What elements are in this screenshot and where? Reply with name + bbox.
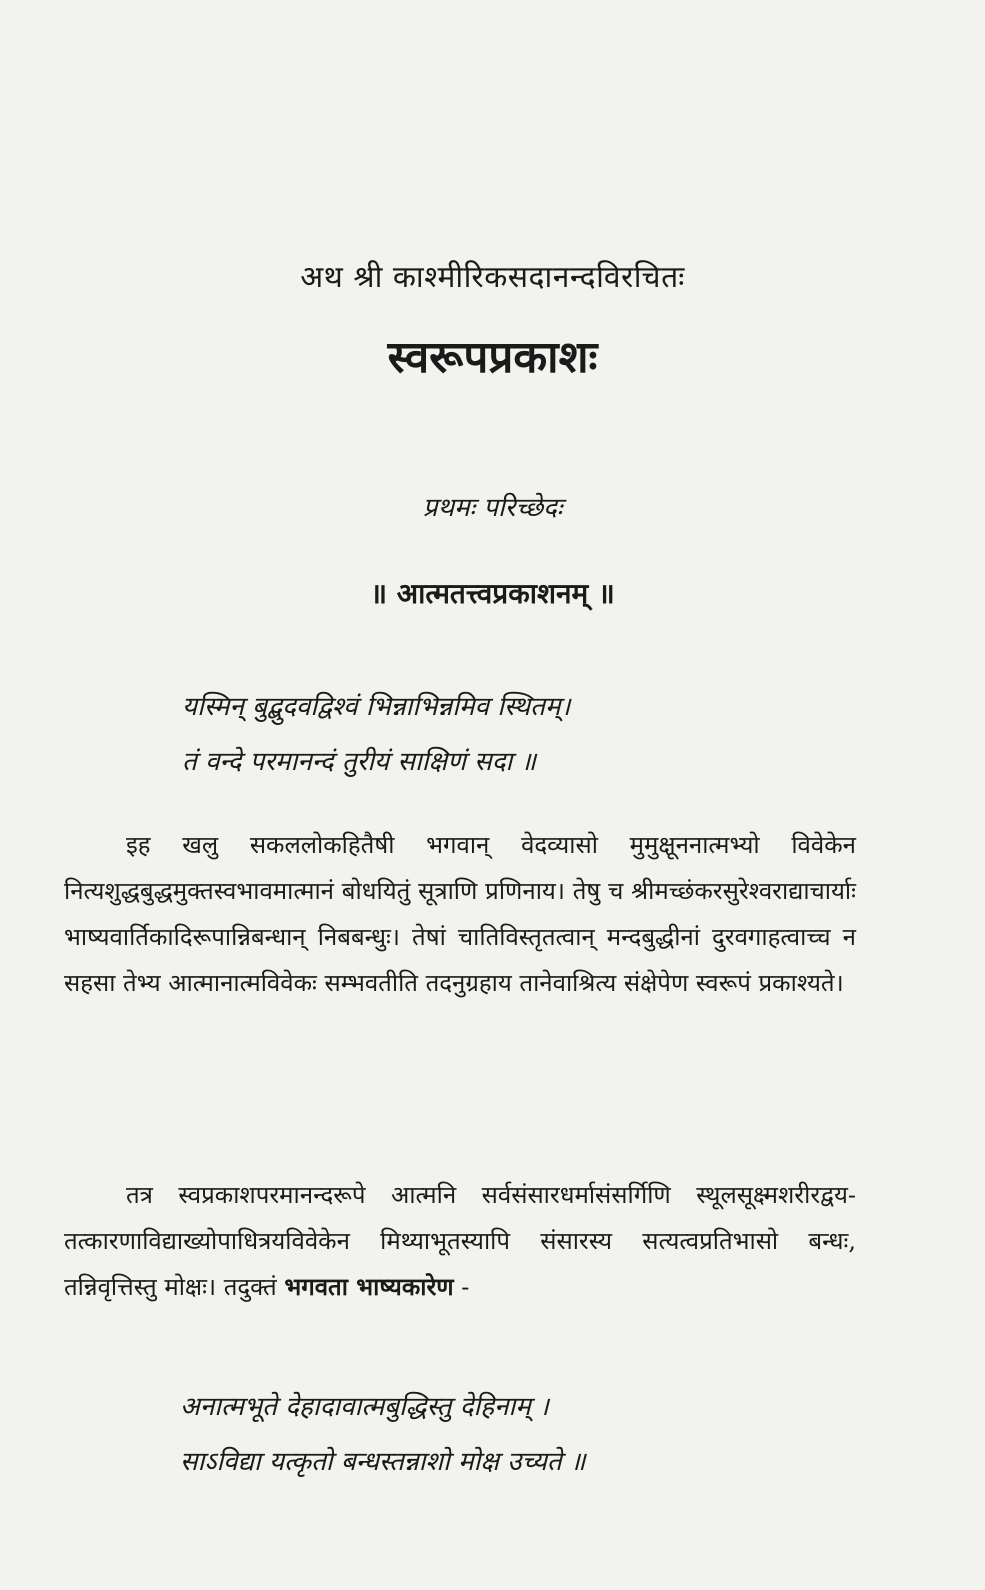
opening-verse (182, 680, 570, 790)
pre-title: अथ श्री काश्मीरिकसदानन्दविरचितः (300, 260, 685, 295)
chapter-heading: प्रथमः परिच्छेदः (422, 493, 563, 523)
paragraph-tail: - (453, 1273, 470, 1301)
paragraph-intro: इह खलु सकललोकहितैषी भगवान् वेदव्यासो मुमुक्षूननात्मभ्यो विवेकेन नित्यशुद्धबुद्धमुक्तस्वभावमात्मानं बोधयितुं सूत्राणि प्रणिनाय। तेषु च श्रीमच्छंकरसुरेश्वराद्याचार्याः भाष्यवार्तिकादिरूपान्निबन्धान् निबबन्धुः। तेषां चातिविस्तृतत्वान् मन्दबुद्धीनां दुरवगाहत्वाच्च न सहसा तेभ्य आत्मानात्मविवेकः सम्भवतीति तदनुग्रहाय तानेवाश्रित्य संक्षेपेण स्वरूपं प्रकाश्यते। (64, 831, 856, 997)
section-heading: ॥ आत्मतत्त्वप्रकाशनम् ॥ (370, 577, 615, 610)
paragraph-bandha (64, 1172, 856, 1310)
quoted-verse (180, 1380, 586, 1490)
verse-line: साऽविद्या यत्कृतो बन्धस्तन्नाशो मोक्ष उच्यते ॥ (180, 1447, 586, 1477)
paragraph-text: तत्र स्वप्रकाशपरमानन्दरूपे आत्मनि सर्वसंसारधर्मासंसर्गिणि स्थूलसूक्ष्मशरीरद्वय-तत्कारणाविद्याख्योपाधित्रयविवेकेन मिथ्याभूतस्यापि संसारस्य सत्यत्वप्रतिभासो बन्धः, तन्निवृत्तिस्तु मोक्षः। तदुक्तं (64, 1181, 856, 1301)
verse-line: अनात्मभूते देहादावात्मबुद्धिस्तु देहिनाम् । (180, 1392, 549, 1422)
verse-line: तं वन्दे परमानन्दं तुरीयं साक्षिणं सदा ॥ (182, 747, 537, 777)
page-title: स्वरूपप्रकाशः (387, 332, 598, 383)
paragraph-bold-text: भगवता भाष्यकारेण (284, 1272, 454, 1301)
verse-line: यस्मिन् बुद्बुदवद्विश्वं भिन्नाभिन्नमिव स्थितम्। (182, 692, 571, 722)
